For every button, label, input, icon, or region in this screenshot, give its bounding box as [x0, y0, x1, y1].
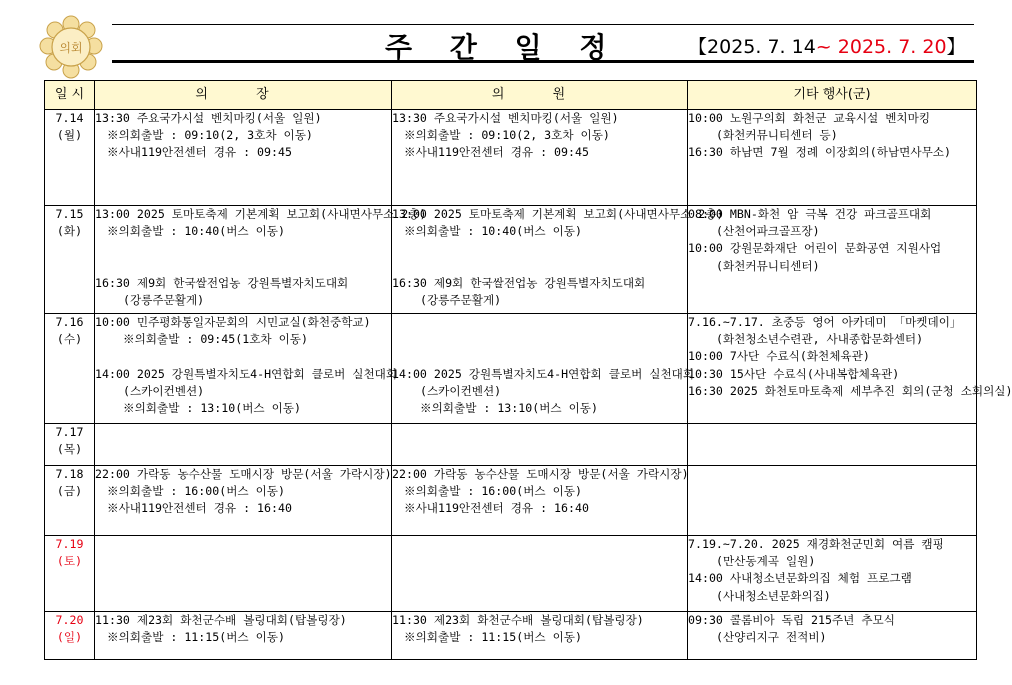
- row-date: [45, 536, 95, 612]
- chair-entry-line: ※사내119안전센터 경유 : 09:45: [107, 145, 292, 160]
- other-entry-line: 09:30 콜롬비아 독립 215주년 추모식: [688, 613, 895, 627]
- schedule-body: [45, 110, 1012, 660]
- header-date: 일 시: [45, 81, 95, 110]
- page-title: 주 간 일 정: [385, 31, 621, 64]
- member-entry-line: ※사내119안전센터 경유 : 16:40: [404, 501, 589, 516]
- chair-entry-line: ※의회출발 : 16:00(버스 이동): [107, 484, 285, 499]
- chair-entry-line: 14:00 2025 강원특별자치도4-H연합회 클로버 실천대회: [95, 366, 398, 381]
- member-entry-line: [392, 240, 687, 257]
- row-date-number: 7.14: [55, 111, 84, 125]
- member-cell: [392, 536, 688, 612]
- header-chair: [95, 81, 392, 110]
- member-cell: [392, 612, 688, 660]
- header-other: 기타 행사(군): [688, 81, 977, 110]
- period-close-bracket: 】: [946, 36, 966, 58]
- row-date: [45, 612, 95, 660]
- row-day-of-week: (화): [56, 224, 83, 239]
- chair-cell: [95, 206, 427, 314]
- chair-entry-line: [95, 258, 391, 275]
- other-entry-line: (산천어파크골프장): [716, 224, 820, 239]
- member-entry-line: 11:30 제23회 화천군수배 볼링대회(탑볼링장): [392, 613, 644, 627]
- member-entry-line: ※의회출발 : 16:00(버스 이동): [404, 484, 582, 499]
- other-cell: [688, 536, 977, 612]
- schedule-row: [45, 536, 977, 612]
- header-member: [392, 81, 688, 110]
- chair-cell: [95, 466, 392, 536]
- other-entry-line: (화천커뮤니티센터): [716, 258, 820, 273]
- row-date-number: 7.17: [55, 425, 84, 439]
- period-end: 2025. 7. 20: [837, 36, 947, 58]
- other-entry-line: 7.19.~7.20. 2025 재경화천군민회 여름 캠핑: [688, 537, 944, 551]
- member-entry-line: ※의회출발 : 13:10(버스 이동): [420, 400, 598, 415]
- title-rule-top: [112, 24, 974, 25]
- other-entry-line: 10:30 15사단 수료식(사내복합체육관): [688, 366, 900, 381]
- schedule-row: [45, 314, 977, 424]
- member-entry-line: 13:30 주요국가시설 벤치마킹(서울 일원): [392, 111, 619, 125]
- chair-entry-line: ※사내119안전센터 경유 : 16:40: [107, 501, 292, 516]
- member-entry-line: (강릉주문활게): [420, 292, 502, 307]
- other-entry-line: (화천커뮤니티센터 등): [716, 128, 838, 143]
- chair-entry-line: [95, 348, 391, 365]
- member-cell: [392, 466, 688, 536]
- row-date-number: 7.19: [55, 537, 84, 551]
- member-entry-line: [392, 348, 687, 365]
- header-member-label: 의 원: [491, 87, 588, 103]
- other-entry-line: 14:00 사내청소년문화의집 체험 프로그램: [688, 571, 912, 586]
- other-entry-line: 10:00 7사단 수료식(화천체육관): [688, 349, 870, 364]
- row-day-of-week: (토): [56, 554, 83, 569]
- member-entry-line: ※사내119안전센터 경유 : 09:45: [404, 145, 589, 160]
- chair-entry-line: ※의회출발 : 10:40(버스 이동): [107, 224, 285, 239]
- row-day-of-week: (목): [56, 442, 83, 457]
- member-entry-line: [392, 314, 687, 331]
- header-row: [45, 81, 977, 110]
- row-date: [45, 206, 95, 314]
- schedule-row: [45, 424, 977, 466]
- schedule-row: [45, 466, 977, 536]
- chair-cell: [95, 314, 398, 424]
- schedule-period: [688, 32, 966, 59]
- schedule-row: [45, 206, 977, 314]
- row-day-of-week: (월): [56, 128, 83, 143]
- other-cell: [688, 110, 977, 206]
- other-entry-line: 7.16.~7.17. 초중등 영어 아카데미 「마켓데이」: [688, 315, 962, 329]
- row-date: [45, 314, 95, 424]
- chair-entry-line: ※의회출발 : 09:45(1호차 이동): [123, 332, 308, 347]
- chair-entry-line: 13:30 주요국가시설 벤치마킹(서울 일원): [95, 111, 322, 125]
- member-entry-line: [392, 258, 687, 275]
- logo-text: 의회: [59, 41, 83, 55]
- row-date-number: 7.20: [55, 613, 84, 627]
- chair-cell: [95, 536, 392, 612]
- other-cell: [688, 314, 1012, 424]
- member-entry-line: 14:00 2025 강원특별자치도4-H연합회 클로버 실천대회: [392, 366, 695, 381]
- member-cell: [392, 110, 688, 206]
- member-cell: [392, 424, 688, 466]
- row-day-of-week: (수): [56, 332, 83, 347]
- other-entry-line: (만산동계곡 일원): [716, 554, 816, 569]
- weekly-schedule-table: [44, 80, 1012, 660]
- chair-entry-line: 11:30 제23회 화천군수배 볼링대회(탑볼링장): [95, 613, 347, 627]
- title-rule-bottom: [112, 60, 974, 63]
- chair-entry-line: 10:00 민주평화통일자문회의 시민교실(화천중학교): [95, 315, 371, 329]
- other-cell: [688, 206, 977, 314]
- council-emblem-logo: [38, 14, 104, 80]
- period-open-bracket: 【: [688, 36, 708, 58]
- row-date: [45, 110, 95, 206]
- member-entry-line: 16:30 제9회 한국쌀전업농 강원특별자치도대회: [392, 275, 646, 290]
- period-separator: ~: [815, 36, 838, 58]
- chair-entry-line: 22:00 가락동 농수산물 도매시장 방문(서울 가락시장): [95, 467, 392, 481]
- row-date-number: 7.16: [55, 315, 84, 329]
- chair-cell: [95, 612, 392, 660]
- chair-entry-line: ※의회출발 : 11:15(버스 이동): [107, 630, 285, 645]
- row-date-number: 7.15: [55, 207, 84, 221]
- row-date-number: 7.18: [55, 467, 84, 481]
- member-entry-line: (스카이컨벤션): [420, 383, 502, 398]
- row-date: [45, 466, 95, 536]
- other-entry-line: 08:00 MBN-화천 암 극복 건강 파크골프대회: [688, 207, 932, 221]
- other-entry-line: (화천청소년수련관, 사내종합문화센터): [716, 332, 924, 347]
- chair-entry-line: 13:00 2025 토마토축제 기본계획 보고회(사내면사무소 2층): [95, 207, 427, 221]
- other-entry-line: 16:30 2025 화천토마토축제 세부추진 회의(군청 소회의실): [688, 383, 1012, 398]
- other-entry-line: 16:30 하남면 7월 정례 이장회의(하남면사무소): [688, 145, 951, 160]
- member-entry-line: ※의회출발 : 10:40(버스 이동): [404, 224, 582, 239]
- period-start: 2025. 7. 14: [707, 36, 816, 58]
- member-entry-line: 13:00 2025 토마토축제 기본계획 보고회(사내면사무소 2층): [392, 207, 724, 221]
- chair-entry-line: (스카이컨벤션): [123, 383, 205, 398]
- other-entry-line: (산양리지구 전적비): [716, 630, 827, 645]
- member-entry-line: ※의회출발 : 11:15(버스 이동): [404, 630, 582, 645]
- other-cell: [688, 612, 977, 660]
- other-cell: [688, 466, 977, 536]
- schedule-row: [45, 612, 977, 660]
- member-cell: [392, 206, 724, 314]
- other-entry-line: 10:00 강원문화재단 어린이 문화공연 지원사업: [688, 241, 942, 256]
- chair-entry-line: ※의회출발 : 13:10(버스 이동): [123, 400, 301, 415]
- schedule-row: [45, 110, 977, 206]
- header-chair-label: 의 장: [195, 87, 291, 103]
- row-date: [45, 424, 95, 466]
- member-entry-line: 22:00 가락동 농수산물 도매시장 방문(서울 가락시장): [392, 467, 689, 481]
- chair-entry-line: [95, 240, 391, 257]
- other-entry-line: 10:00 노원구의회 화천군 교육시설 벤치마킹: [688, 111, 931, 125]
- member-cell: [392, 314, 695, 424]
- other-entry-line: (사내청소년문화의집): [716, 588, 831, 603]
- member-entry-line: ※의회출발 : 09:10(2, 3호차 이동): [404, 128, 610, 143]
- member-entry-line: [392, 331, 687, 348]
- chair-entry-line: (강릉주문활게): [123, 292, 205, 307]
- chair-cell: [95, 110, 392, 206]
- chair-entry-line: ※의회출발 : 09:10(2, 3호차 이동): [107, 128, 313, 143]
- other-cell: [688, 424, 977, 466]
- chair-entry-line: 16:30 제9회 한국쌀전업농 강원특별자치도대회: [95, 275, 349, 290]
- row-day-of-week: (일): [56, 630, 83, 645]
- row-day-of-week: (금): [56, 484, 83, 499]
- chair-cell: [95, 424, 392, 466]
